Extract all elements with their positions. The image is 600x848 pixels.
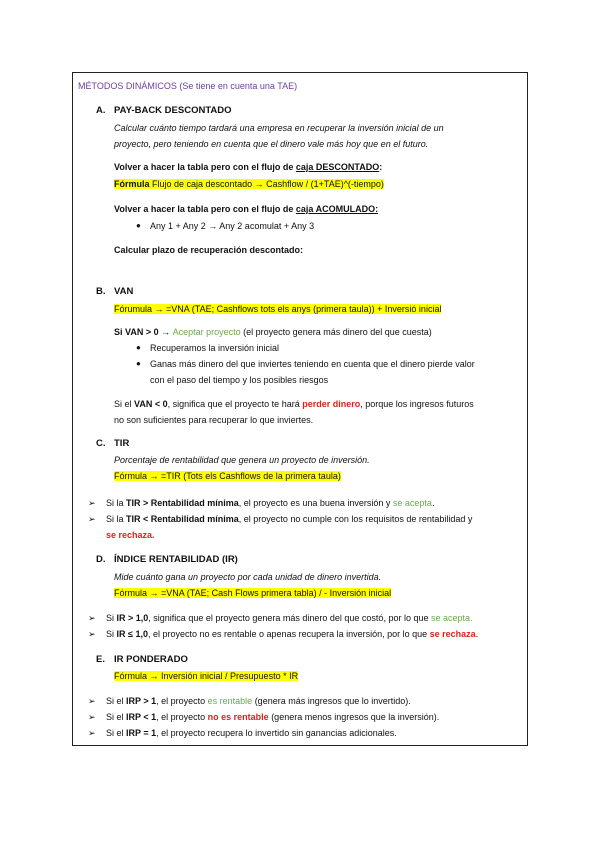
section-a-table-discounted: Volver a hacer la tabla pero con el flujo de caja DESCONTADO:: [114, 162, 383, 172]
arrow-bullet-icon: ➢: [88, 712, 96, 722]
arrow-bullet-icon: ➢: [88, 728, 96, 738]
section-a-formula: Fórmula Flujo de caja descontado → Cashflow / (1+TAE)^(-tiempo): [114, 179, 384, 189]
section-c-accept: Si la TIR > Rentabilidad mínima, el proyecto es una buena inversión y se acepta.: [106, 498, 435, 508]
section-a-desc-2: proyecto, pero teniendo en cuenta que el dinero vale más hoy que en el futuro.: [114, 139, 429, 149]
section-d-reject: Si IR ≤ 1,0, el proyecto no es rentable o apenas recupera la inversión, por lo que se rechaza.: [106, 629, 479, 639]
section-b-positive: Si VAN > 0 → Aceptar proyecto (el proyecto genera más dinero del que cuesta): [114, 327, 432, 337]
arrow-bullet-icon: ➢: [88, 498, 96, 508]
section-a-bullet: Any 1 + Any 2 → Any 2 acomulat + Any 3: [150, 221, 315, 231]
section-b-bullet-2b: con el paso del tiempo y los posibles riesgos: [150, 375, 329, 385]
section-e-label: E.: [96, 654, 105, 665]
section-c-desc: Porcentaje de rentabilidad que genera un proyecto de inversión.: [114, 455, 370, 465]
section-b-title: VAN: [114, 286, 134, 297]
arrow-bullet-icon: ➢: [88, 613, 96, 623]
section-e-breakeven: Si el IRP = 1, el proyecto recupera lo invertido sin ganancias adicionales.: [106, 728, 397, 738]
section-b-negative: Si el VAN < 0, significa que el proyecto te hará perder dinero, porque los ingresos futuros: [114, 399, 474, 409]
arrow-bullet-icon: ➢: [88, 514, 96, 524]
section-d-desc: Mide cuánto gana un proyecto por cada unidad de dinero invertida.: [114, 572, 382, 582]
section-c-reject: Si la TIR < Rentabilidad mínima, el proyecto no cumple con los requisitos de rentabilidad y: [106, 514, 473, 524]
section-c-title: TIR: [114, 438, 130, 449]
bullet-icon: ●: [136, 343, 141, 352]
section-a-table-accumulated: Volver a hacer la tabla pero con el flujo de caja ACOMULADO:: [114, 204, 379, 214]
section-header: MÉTODOS DINÁMICOS (Se tiene en cuenta una TAE): [78, 81, 298, 91]
section-d-label: D.: [96, 554, 106, 565]
section-b-bullet-2a: Ganas más dinero del que inviertes teniendo en cuenta que el dinero pierde valor: [150, 359, 475, 369]
section-e-not-profitable: Si el IRP < 1, el proyecto no es rentable (genera menos ingresos que la inversión).: [106, 712, 440, 722]
section-a-desc-1: Calcular cuánto tiempo tardará una empresa en recuperar la inversión inicial de un: [114, 123, 444, 133]
section-c-reject-2: se rechaza.: [106, 530, 155, 540]
section-c-formula: Fórmula → =TIR (Tots els Cashflows de la primera taula): [114, 471, 341, 481]
section-d-formula: Fórmula → =VNA (TAE; Cash Flows primera tabla) / - Inversión inicial: [114, 588, 392, 598]
section-c-label: C.: [96, 438, 106, 449]
section-a-title: PAY-BACK DESCONTADO: [114, 105, 232, 116]
section-b-negative-2: no son suficientes para recuperar lo que inviertes.: [114, 415, 314, 425]
section-e-title: IR PONDERADO: [114, 654, 188, 665]
section-d-accept: Si IR > 1,0, significa que el proyecto genera más dinero del que costó, por lo que se acepta.: [106, 613, 473, 623]
section-b-bullet-1: Recuperamos la inversión inicial: [150, 343, 280, 353]
section-a-label: A.: [96, 105, 106, 116]
arrow-bullet-icon: ➢: [88, 696, 96, 706]
section-d-title: ÍNDICE RENTABILIDAD (IR): [114, 554, 238, 565]
bullet-icon: ●: [136, 359, 141, 368]
section-e-formula: Fórmula → Inversión inicial / Presupuesto * IR: [114, 671, 299, 681]
section-a-calc: Calcular plazo de recuperación descontado:: [114, 245, 304, 255]
bullet-icon: ●: [136, 221, 141, 230]
arrow-bullet-icon: ➢: [88, 629, 96, 639]
section-b-formula: Fórumula → =VNA (TAE; Cashflows tots els anys (primera taula)) + Inversió inicial: [114, 304, 442, 314]
section-b-label: B.: [96, 286, 106, 297]
section-e-profitable: Si el IRP > 1, el proyecto es rentable (genera más ingresos que lo invertido).: [106, 696, 411, 706]
